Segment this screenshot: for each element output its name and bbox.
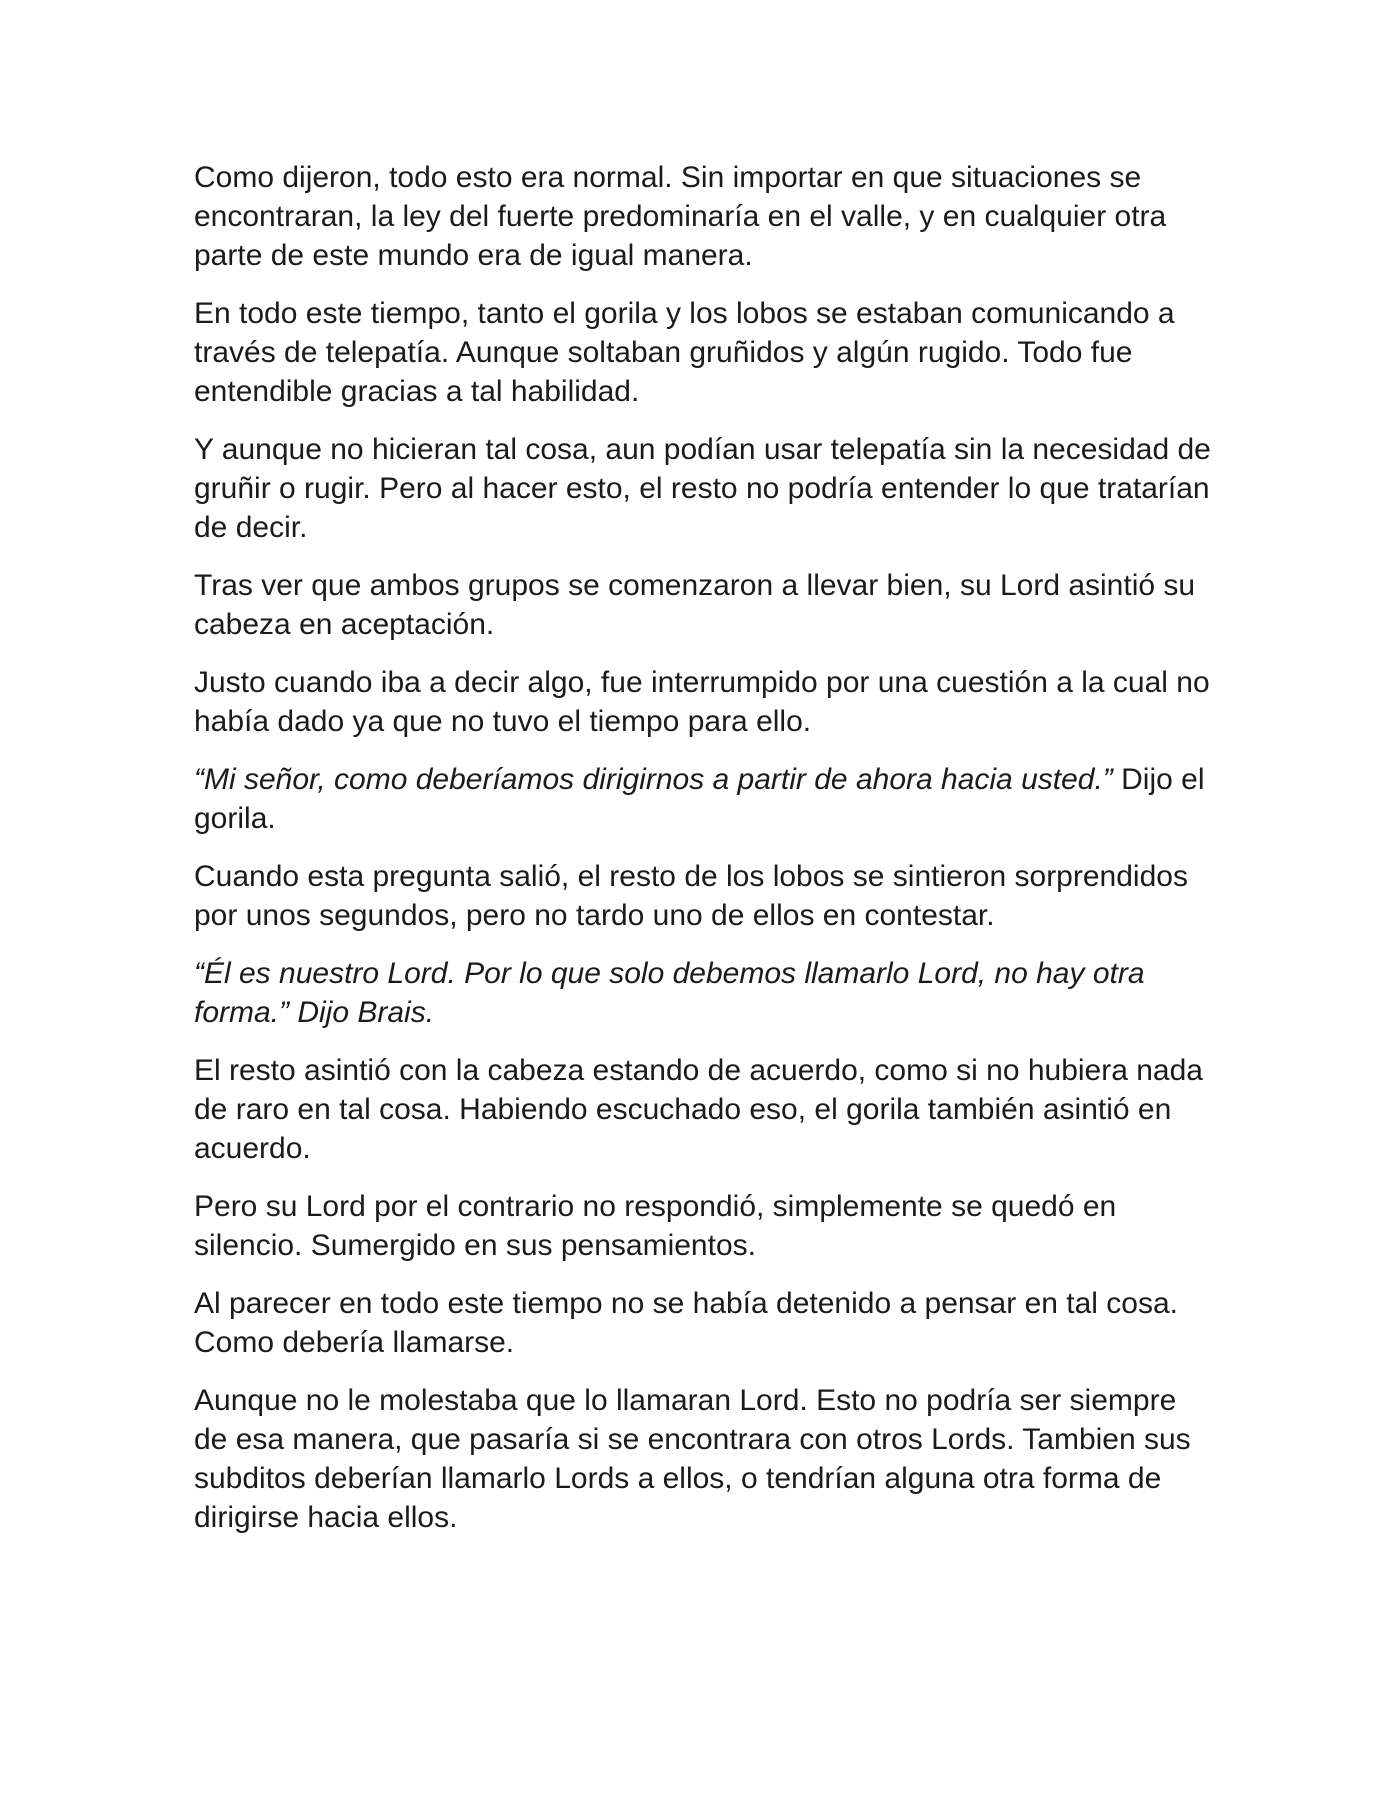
paragraph-7: Cuando esta pregunta salió, el resto de los lobos se sintieron sorprendidos por unos segundos, pero no tardo uno de ellos en contestar.	[194, 860, 1188, 932]
paragraph-8-dialogue	[194, 954, 1214, 1032]
paragraph-2: En todo este tiempo, tanto el gorila y los lobos se estaban comunicando a través de telepatía. Aunque soltaban gruñidos y algún rugido. Todo fue entendible gracias a tal habilidad.	[194, 297, 1175, 408]
body-text	[194, 158, 1214, 1556]
dialogue-quote: “Mi señor, como deberíamos dirigirnos a partir de ahora hacia usted.”	[194, 763, 1113, 796]
paragraph-9: El resto asintió con la cabeza estando de acuerdo, como si no hubiera nada de raro en tal cosa. Habiendo escuchado eso, el gorila también asintió en acuerdo.	[194, 1054, 1203, 1165]
paragraph-12: Aunque no le molestaba que lo llamaran Lord. Esto no podría ser siempre de esa manera, que pasaría si se encontrara con otros Lords. Tambien sus subditos deberían llamarlo Lords a ellos, o tendrían alguna otra forma de dirigirse hacia ellos.	[194, 1384, 1191, 1534]
paragraph-6-dialogue	[194, 760, 1214, 838]
paragraph-4: Tras ver que ambos grupos se comenzaron a llevar bien, su Lord asintió su cabeza en aceptación.	[194, 569, 1196, 641]
paragraph-3: Y aunque no hicieran tal cosa, aun podían usar telepatía sin la necesidad de gruñir o rugir. Pero al hacer esto, el resto no podría entender lo que tratarían de decir.	[194, 433, 1211, 544]
paragraph-10: Pero su Lord por el contrario no respondió, simplemente se quedó en silencio. Sumergido en sus pensamientos.	[194, 1190, 1117, 1262]
paragraph-1: Como dijeron, todo esto era normal. Sin importar en que situaciones se encontraran, la ley del fuerte predominaría en el valle, y en cualquier otra parte de este mundo era de igual manera.	[194, 161, 1167, 272]
paragraph-11: Al parecer en todo este tiempo no se había detenido a pensar en tal cosa. Como debería llamarse.	[194, 1287, 1178, 1359]
dialogue-quote: “Él es nuestro Lord. Por lo que solo debemos llamarlo Lord, no hay otra forma.” Dijo Brais.	[194, 957, 1145, 1029]
paragraph-5: Justo cuando iba a decir algo, fue interrumpido por una cuestión a la cual no había dado ya que no tuvo el tiempo para ello.	[194, 666, 1210, 738]
dialogue-attribution: Dijo el gorila.	[194, 763, 1205, 835]
